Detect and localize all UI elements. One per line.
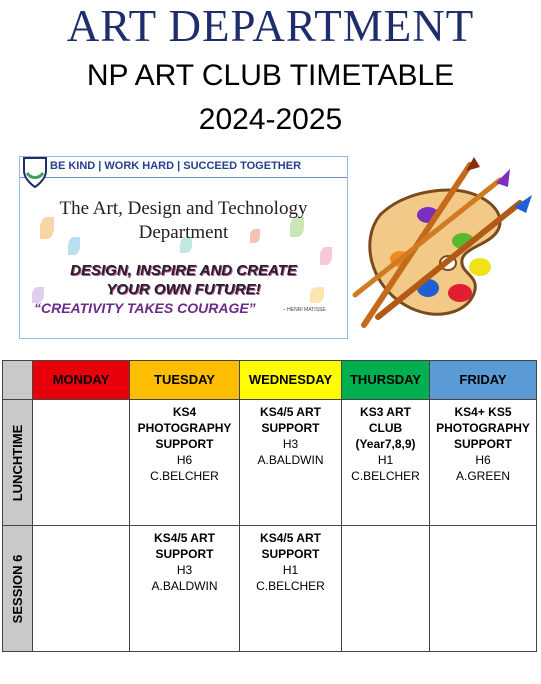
activity-room: H1 [282,563,299,577]
activity-teacher: C.BELCHER [256,579,325,593]
row-label-lunchtime: LUNCHTIME [3,400,33,526]
timetable-cell-tuesday-session6 [130,526,240,652]
department-name [20,197,347,245]
activity-room: H3 [176,563,193,577]
header-corner [3,361,33,400]
timetable-cell-tuesday-lunch [130,400,240,526]
timetable-cell-thursday-lunch [342,400,430,526]
day-header-tuesday: TUESDAY [130,361,240,400]
activity-teacher: C.BELCHER [150,469,219,483]
activity-teacher: A.BALDWIN [151,579,218,593]
activity-room: H6 [475,453,491,467]
timetable-header-row [3,361,537,400]
activity-title: KS4+ KS5 PHOTOGRAPHY SUPPORT [436,405,530,451]
club-timetable [2,360,537,652]
activity-teacher: A.GREEN [455,469,510,483]
day-header-friday: FRIDAY [430,361,537,400]
day-header-monday: MONDAY [33,361,130,400]
activity-room: H3 [282,437,299,451]
quote-author: – HENRI MATISSE [283,307,326,313]
activity-room: H6 [176,453,193,467]
table-row [3,526,537,652]
activity-teacher: A.BALDWIN [257,453,324,467]
slogan-line-2: YOUR OWN FUTURE! [106,281,261,298]
timetable-cell-wednesday-session6 [240,526,342,652]
activity-teacher: C.BELCHER [351,469,420,483]
timetable-cell-wednesday-lunch [240,400,342,526]
department-line-2: Department [138,222,229,243]
school-shield-icon [22,157,48,189]
row-label-session-6: SESSION 6 [3,526,33,652]
timetable-subtitle: NP ART CLUB TIMETABLE [86,59,455,92]
activity-title: KS4/5 ART SUPPORT [154,531,215,561]
department-banner [19,156,348,339]
timetable-cell-friday-lunch [430,400,537,526]
activity-title: KS4/5 ART SUPPORT [260,405,321,435]
timetable-cell-friday-session6 [430,526,537,652]
activity-room: H1 [377,453,394,467]
day-header-thursday: THURSDAY [342,361,430,400]
page-title: ART DEPARTMENT [66,1,475,51]
school-motto: BE KIND | WORK HARD | SUCCEED TOGETHER [50,160,302,172]
activity-title: KS4/5 ART SUPPORT [260,531,321,561]
department-line-1: The Art, Design and Technology [59,198,308,219]
slogan-line-1: DESIGN, INSPIRE AND CREATE [70,262,297,279]
timetable-cell-thursday-session6 [342,526,430,652]
paint-palette-icon [350,155,535,330]
academic-year: 2024-2025 [198,103,343,136]
timetable-cell-monday-session6 [33,526,130,652]
department-slogan [20,261,347,299]
day-header-wednesday: WEDNESDAY [240,361,342,400]
timetable-cell-monday-lunch [33,400,130,526]
creativity-quote: “CREATIVITY TAKES COURAGE” [34,300,256,316]
activity-title: KS4 PHOTOGRAPHY SUPPORT [137,405,232,451]
table-row [3,400,537,526]
activity-title: KS3 ART CLUB (Year7,8,9) [355,405,416,451]
